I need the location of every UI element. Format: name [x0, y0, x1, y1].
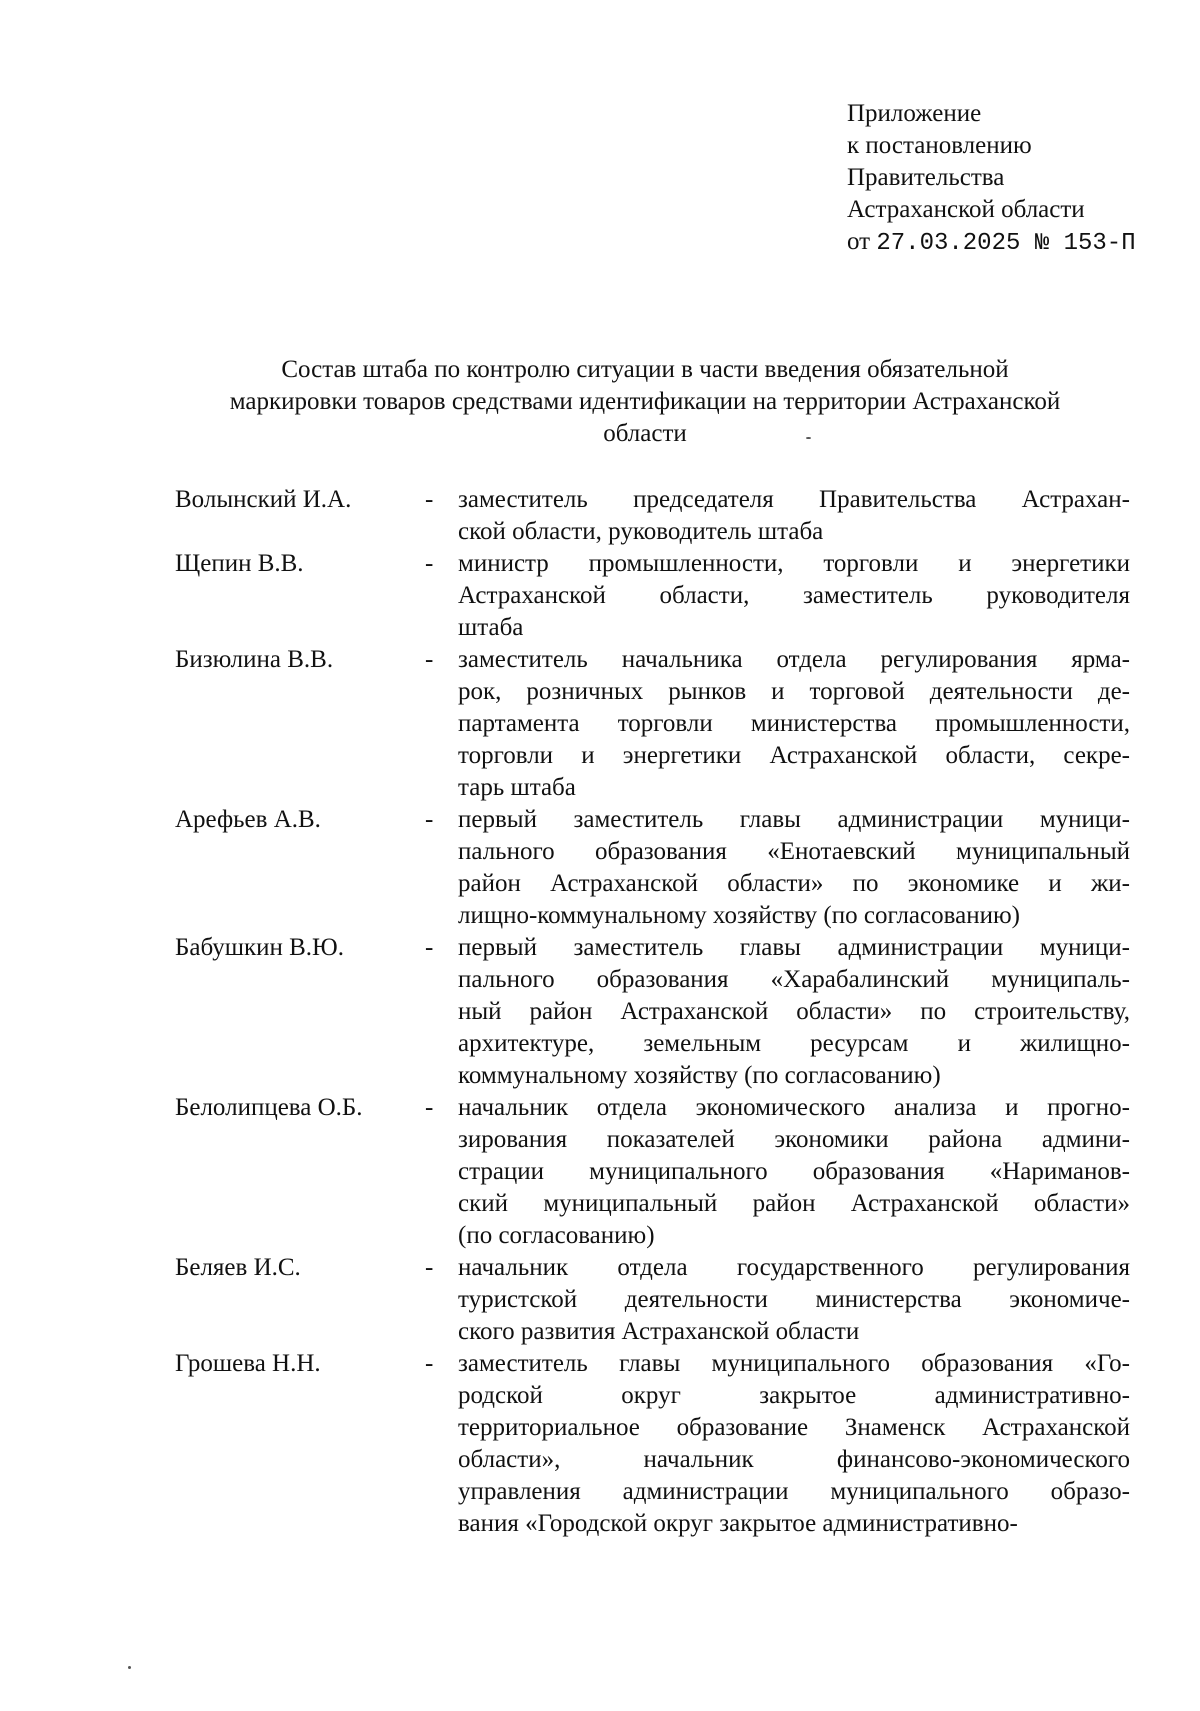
member-role-line: туристской деятельности министерства экономиче-: [458, 1286, 1130, 1313]
member-dash: -: [425, 1254, 434, 1281]
member-role-line: торговли и энергетики Астраханской области, секре-: [458, 742, 1130, 769]
member-role: [458, 484, 1130, 548]
member-name: Волынский И.А.: [175, 486, 352, 513]
member-name: Бабушкин В.Ю.: [175, 934, 344, 961]
member-role-line: партамента торговли министерства промышленности,: [458, 710, 1130, 737]
member-role-line: области», начальник финансово-экономического: [458, 1446, 1130, 1473]
member-name: Грошева Н.Н.: [175, 1350, 321, 1377]
member-dash: -: [425, 550, 434, 577]
appendix-line: Приложение: [847, 100, 982, 127]
appendix-line: Правительства: [847, 164, 1005, 191]
member-name: Щепин В.В.: [175, 550, 304, 577]
appendix-date-line: [847, 226, 1136, 260]
document-title: [160, 354, 1130, 450]
member-role-line: первый заместитель главы администрации муници-: [458, 934, 1130, 961]
appendix-line: Астраханской области: [847, 196, 1085, 223]
member-role: [458, 1348, 1130, 1540]
member-dash: -: [425, 646, 434, 673]
title-line: маркировки товаров средствами идентификации на территории Астраханской: [229, 388, 1061, 415]
member-role-line: первый заместитель главы администрации муници-: [458, 806, 1130, 833]
member-role-line: территориальное образование Знаменск Астраханской: [458, 1414, 1130, 1441]
member-role-line: пального образования «Харабалинский муниципаль-: [458, 966, 1130, 993]
member-name: Беляев И.С.: [175, 1254, 301, 1281]
member-dash: -: [425, 486, 434, 513]
appendix-date-number: 27.03.2025 № 153-П: [876, 230, 1136, 257]
member-name: Арефьев А.В.: [175, 806, 321, 833]
member-role-line: вания «Городской округ закрытое административно-: [458, 1510, 1018, 1537]
member-role-line: зирования показателей экономики района админи-: [458, 1126, 1130, 1153]
member-role-line: страции муниципального образования «Нариманов-: [458, 1158, 1130, 1185]
scan-speck: [806, 437, 811, 439]
member-entry: [175, 1348, 1130, 1540]
member-role-line: район Астраханской области» по экономике и жи-: [458, 870, 1130, 897]
appendix-date-prefix: от: [847, 228, 871, 255]
member-role: [458, 548, 1130, 644]
member-role-line: министр промышленности, торговли и энергетики: [458, 550, 1130, 577]
scan-speck: [128, 1666, 131, 1669]
member-entry: [175, 548, 1130, 644]
member-role-line: архитектуре, земельным ресурсам и жилищно-: [458, 1030, 1130, 1057]
member-role: [458, 804, 1130, 932]
member-role-line: заместитель начальника отдела регулирования ярма-: [458, 646, 1130, 673]
member-dash: -: [425, 1350, 434, 1377]
member-role-line: (по согласованию): [458, 1222, 655, 1249]
member-role-line: рок, розничных рынков и торговой деятельности де-: [458, 678, 1130, 705]
title-line: области: [603, 420, 687, 447]
members-list: [175, 484, 1130, 1540]
member-role: [458, 1092, 1130, 1252]
appendix-block: [847, 98, 1136, 260]
member-entry: [175, 804, 1130, 932]
member-entry: [175, 932, 1130, 1092]
title-line: Состав штаба по контролю ситуации в части введения обязательной: [281, 356, 1009, 383]
member-role-line: тарь штаба: [458, 774, 576, 801]
member-role-line: ский муниципальный район Астраханской области»: [458, 1190, 1130, 1217]
member-entry: [175, 1252, 1130, 1348]
member-dash: -: [425, 934, 434, 961]
member-dash: -: [425, 806, 434, 833]
member-role: [458, 932, 1130, 1092]
member-role-line: штаба: [458, 614, 524, 641]
member-role-line: заместитель главы муниципального образования «Го-: [458, 1350, 1130, 1377]
member-name: Белолипцева О.Б.: [175, 1094, 363, 1121]
member-entry: [175, 1092, 1130, 1252]
member-entry: [175, 644, 1130, 804]
member-role-line: лищно-коммунальному хозяйству (по согласованию): [458, 902, 1020, 929]
appendix-line: к постановлению: [847, 132, 1032, 159]
member-role-line: ный район Астраханской области» по строительству,: [458, 998, 1130, 1025]
member-role-line: управления администрации муниципального образо-: [458, 1478, 1130, 1505]
member-role: [458, 644, 1130, 804]
member-dash: -: [425, 1094, 434, 1121]
member-role: [458, 1252, 1130, 1348]
member-role-line: начальник отдела государственного регулирования: [458, 1254, 1130, 1281]
member-entry: [175, 484, 1130, 548]
member-role-line: заместитель председателя Правительства Астрахан-: [458, 486, 1130, 513]
member-role-line: родской округ закрытое административно-: [458, 1382, 1130, 1409]
member-name: Бизюлина В.В.: [175, 646, 334, 673]
member-role-line: пального образования «Енотаевский муниципальный: [458, 838, 1130, 865]
member-role-line: начальник отдела экономического анализа и прогно-: [458, 1094, 1130, 1121]
member-role-line: ского развития Астраханской области: [458, 1318, 860, 1345]
member-role-line: коммунальному хозяйству (по согласованию): [458, 1062, 941, 1089]
member-role-line: ской области, руководитель штаба: [458, 518, 824, 545]
member-role-line: Астраханской области, заместитель руководителя: [458, 582, 1130, 609]
